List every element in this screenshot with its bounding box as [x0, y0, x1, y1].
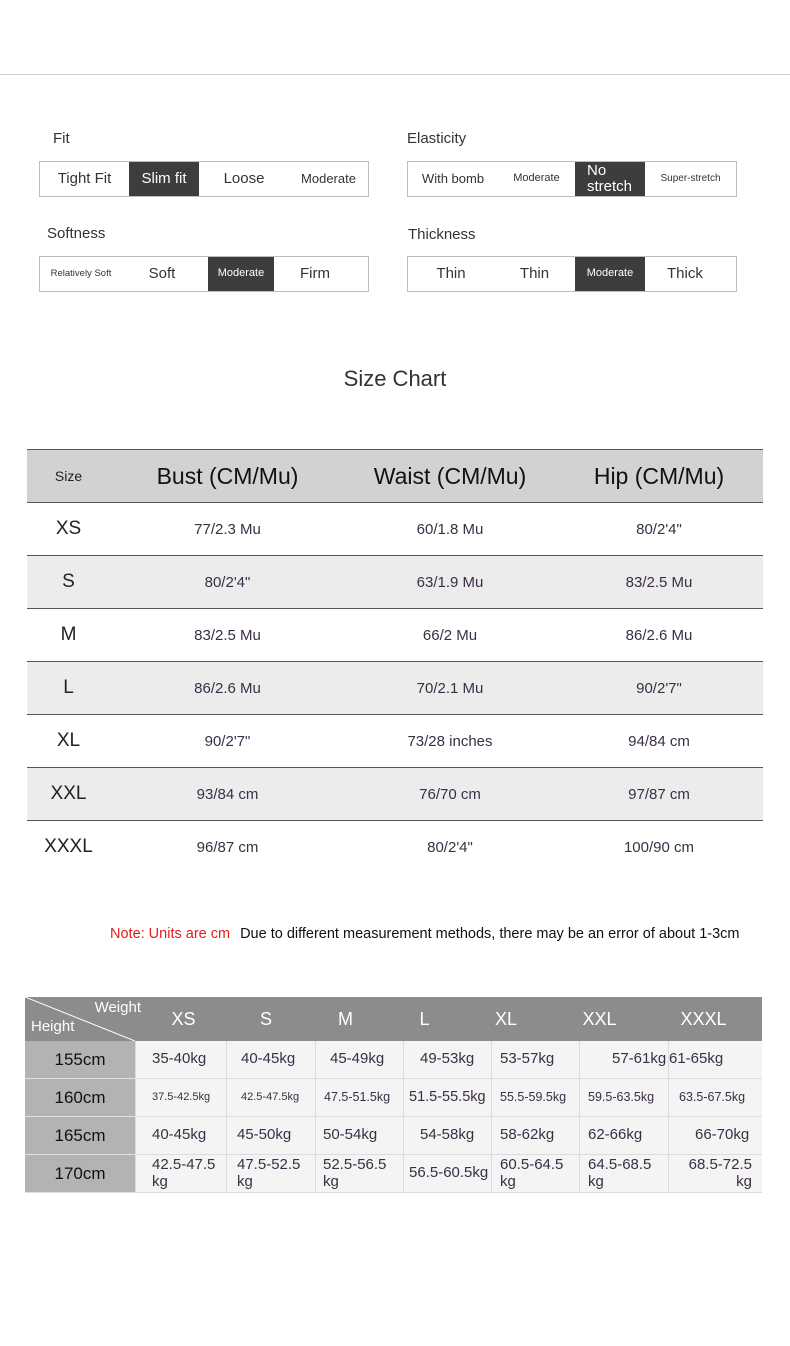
hip-cell: 94/84 cm: [628, 732, 690, 750]
weight-cell: 47.5-52.5 kg: [226, 1155, 315, 1193]
corner-weight-label: Weight: [94, 999, 141, 1016]
weight-cell: 40-45kg: [226, 1041, 315, 1079]
height-cell: 160cm: [25, 1079, 135, 1117]
weight-cell: 45-49kg: [315, 1041, 403, 1079]
softness-option-relatively-soft[interactable]: Relatively Soft: [50, 268, 112, 280]
hip-cell: 83/2.5 Mu: [625, 573, 693, 591]
weight-header-xl: XL: [494, 1008, 518, 1029]
table-row: [27, 503, 763, 556]
size-chart-table: [27, 449, 763, 873]
table-row: [25, 1117, 762, 1155]
waist-cell: 60/1.8 Mu: [416, 520, 484, 538]
weight-header-s: S: [259, 1008, 272, 1029]
weight-header-xxl: XXL: [582, 1008, 617, 1029]
bust-cell: 86/2.6 Mu: [194, 679, 261, 697]
size-cell: XS: [55, 518, 82, 539]
fit-selector: [39, 161, 369, 197]
corner-height-label: Height: [31, 1018, 75, 1035]
thickness-option-thin-1[interactable]: Thin: [436, 265, 466, 283]
size-chart-title: Size Chart: [343, 366, 447, 391]
weight-header-xxxl: XXXL: [680, 1008, 727, 1029]
top-divider: [0, 74, 790, 75]
weight-cell: 66-70kg: [668, 1117, 762, 1155]
weight-height-table: [25, 997, 762, 1193]
waist-cell: 73/28 inches: [407, 732, 493, 750]
bust-cell: 83/2.5 Mu: [194, 626, 261, 644]
softness-option-moderate[interactable]: Moderate: [208, 257, 274, 291]
bust-cell: 96/87 cm: [196, 838, 259, 856]
softness-option-soft[interactable]: Soft: [148, 265, 176, 283]
bust-cell: 77/2.3 Mu: [194, 520, 261, 538]
thickness-option-moderate[interactable]: Moderate: [575, 257, 645, 291]
table-row: [27, 768, 763, 821]
weight-height-corner: [25, 997, 141, 1041]
weight-cell: 62-66kg: [579, 1117, 668, 1155]
weight-cell: 35-40kg: [135, 1041, 226, 1079]
hip-cell: 100/90 cm: [623, 838, 695, 856]
size-cell: L: [63, 677, 74, 698]
hip-cell: 97/87 cm: [628, 785, 690, 803]
elasticity-option-no-stretch[interactable]: No stretch: [575, 162, 645, 196]
weight-cell: 42.5-47.5 kg: [135, 1155, 226, 1193]
thickness-label: Thickness: [408, 226, 476, 243]
bust-cell: 93/84 cm: [196, 785, 259, 803]
hip-cell: 86/2.6 Mu: [625, 626, 693, 644]
fit-option-tight[interactable]: Tight Fit: [57, 170, 112, 188]
size-chart-header-row: [27, 449, 763, 503]
weight-table-header: [25, 997, 762, 1041]
weight-cell: 47.5-51.5kg: [315, 1079, 403, 1117]
hip-cell: 80/2'4": [636, 520, 682, 538]
height-cell: 155cm: [25, 1041, 135, 1079]
weight-cell: 61-65kg: [668, 1041, 762, 1079]
elasticity-selector: [407, 161, 737, 197]
elasticity-option-super-stretch[interactable]: Super-stretch: [660, 172, 721, 184]
thickness-selector: [407, 256, 737, 292]
weight-cell: 59.5-63.5kg: [579, 1079, 668, 1117]
fit-option-slim[interactable]: Slim fit: [129, 162, 199, 196]
height-cell: 170cm: [25, 1155, 135, 1193]
softness-selector: [39, 256, 369, 292]
units-note-warning: Note: Units are cm: [110, 926, 231, 942]
weight-cell: 40-45kg: [135, 1117, 226, 1155]
table-row: [25, 1155, 762, 1193]
weight-cell: 49-53kg: [403, 1041, 491, 1079]
waist-cell: 76/70 cm: [419, 785, 481, 803]
table-row: [27, 715, 763, 768]
weight-cell: 45-50kg: [226, 1117, 315, 1155]
weight-header-l: L: [419, 1008, 430, 1029]
thickness-option-thick[interactable]: Thick: [667, 265, 703, 283]
weight-cell: 55.5-59.5kg: [491, 1079, 579, 1117]
waist-cell: 66/2 Mu: [422, 626, 478, 644]
waist-cell: 70/2.1 Mu: [416, 679, 484, 697]
elasticity-option-with-bomb[interactable]: With bomb: [421, 171, 485, 187]
header-bust: Bust (CM/Mu): [156, 462, 299, 489]
weight-cell: 42.5-47.5kg: [226, 1079, 315, 1117]
weight-cell: 52.5-56.5 kg: [315, 1155, 403, 1193]
fit-option-loose[interactable]: Loose: [223, 170, 265, 188]
weight-cell: 68.5-72.5 kg: [668, 1155, 762, 1193]
weight-cell: 64.5-68.5 kg: [579, 1155, 668, 1193]
size-cell: XL: [56, 730, 81, 751]
thickness-option-thin-2[interactable]: Thin: [519, 265, 550, 283]
fit-option-moderate[interactable]: Moderate: [301, 171, 356, 187]
table-row: [25, 1079, 762, 1117]
hip-cell: 90/2'7": [636, 679, 682, 697]
header-size: Size: [54, 468, 83, 484]
weight-header-m: M: [338, 1008, 353, 1029]
header-waist: Waist (CM/Mu): [373, 462, 527, 489]
table-row: [27, 556, 763, 609]
weight-cell: 51.5-55.5kg: [403, 1079, 491, 1117]
weight-cell: 58-62kg: [491, 1117, 579, 1155]
units-note-text: Due to different measurement methods, there may be an error of about 1-3cm: [240, 926, 740, 942]
size-cell: M: [60, 624, 77, 645]
weight-cell: 56.5-60.5kg: [403, 1155, 491, 1193]
weight-cell: 63.5-67.5kg: [668, 1079, 762, 1117]
weight-header-xs: XS: [171, 1008, 196, 1029]
elasticity-label: Elasticity: [407, 130, 467, 147]
weight-cell: 54-58kg: [403, 1117, 491, 1155]
table-row: [27, 821, 763, 873]
waist-cell: 80/2'4": [427, 838, 473, 856]
elasticity-option-moderate[interactable]: Moderate: [513, 172, 560, 185]
fit-label: Fit: [53, 130, 70, 147]
units-note: [110, 926, 740, 942]
weight-cell: 57-61kg: [579, 1041, 668, 1079]
table-row: [27, 609, 763, 662]
table-row: [27, 662, 763, 715]
header-hip: Hip (CM/Mu): [593, 462, 725, 489]
weight-cell: 37.5-42.5kg: [135, 1079, 226, 1117]
weight-cell: 60.5-64.5 kg: [491, 1155, 579, 1193]
size-cell: XXXL: [44, 836, 93, 857]
size-cell: XXL: [50, 783, 87, 804]
bust-cell: 80/2'4": [204, 573, 251, 591]
size-cell: S: [62, 571, 75, 592]
bust-cell: 90/2'7": [204, 732, 251, 750]
table-row: [25, 1041, 762, 1079]
height-cell: 165cm: [25, 1117, 135, 1155]
weight-cell: 50-54kg: [315, 1117, 403, 1155]
softness-label: Softness: [47, 225, 106, 242]
softness-option-firm[interactable]: Firm: [300, 265, 330, 283]
waist-cell: 63/1.9 Mu: [416, 573, 484, 591]
weight-cell: 53-57kg: [491, 1041, 579, 1079]
